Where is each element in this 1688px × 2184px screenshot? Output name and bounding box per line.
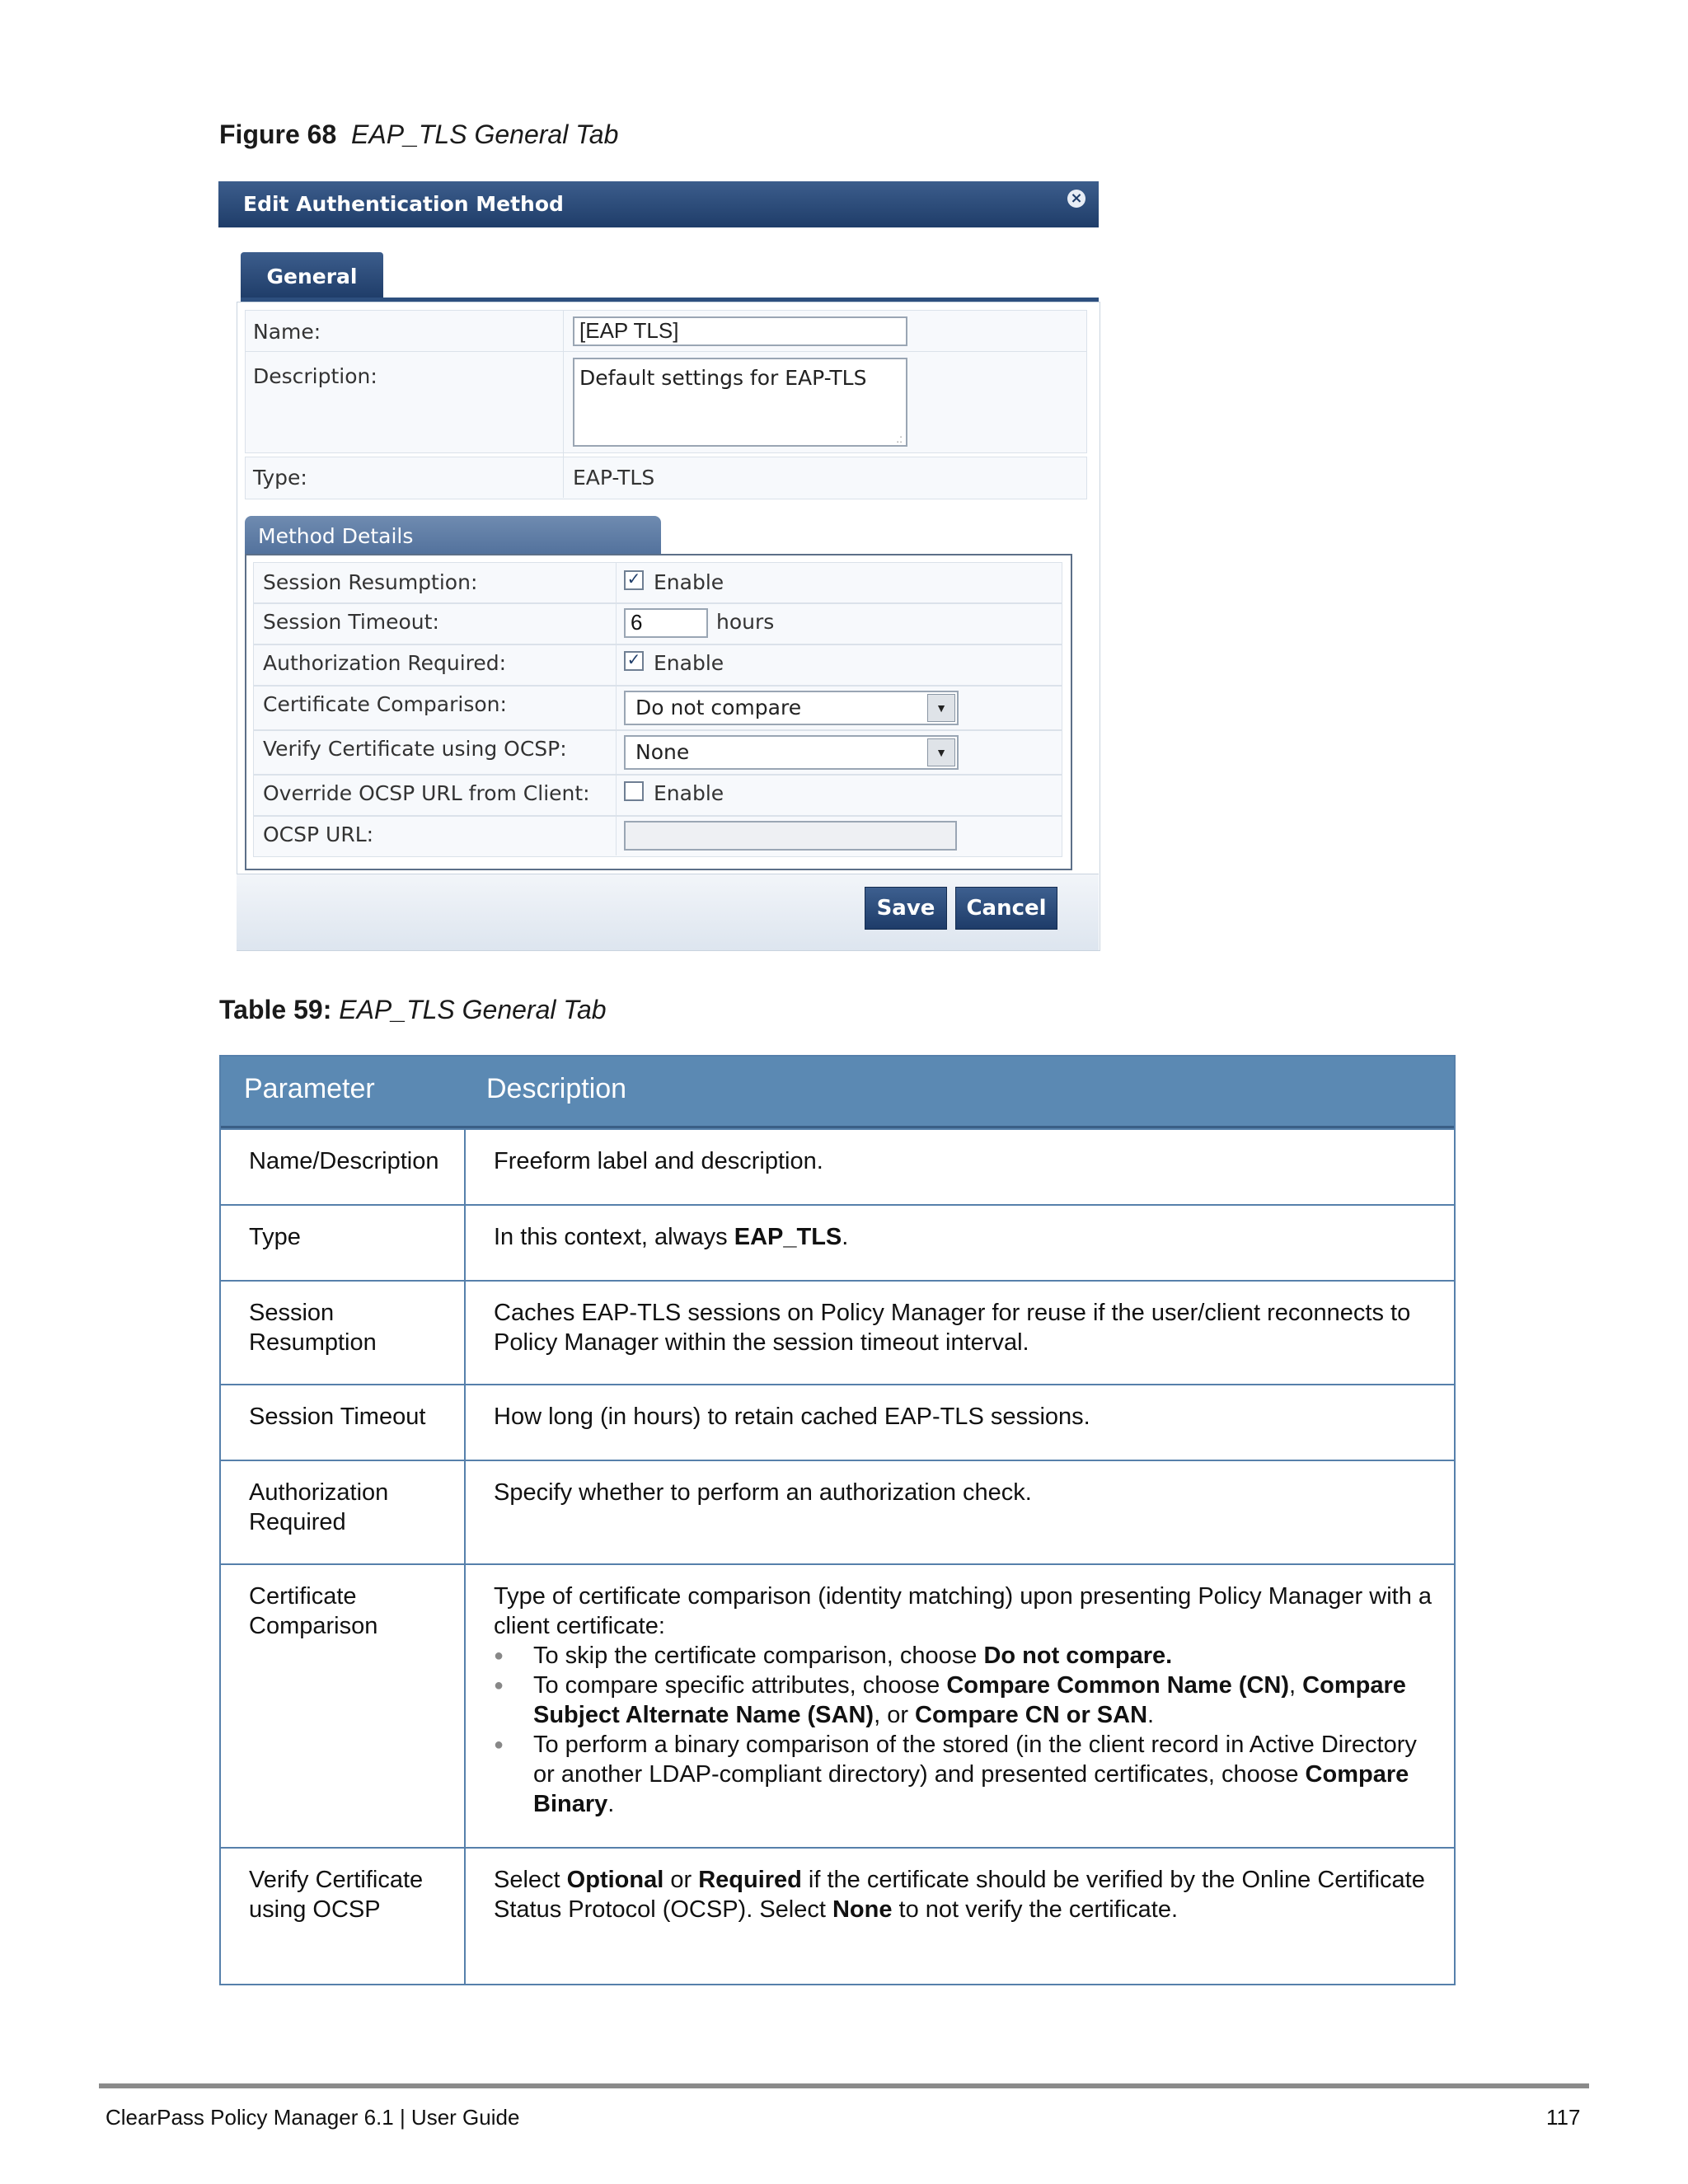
desc-cell [466, 1849, 1454, 1941]
type-label: Type: [253, 466, 307, 490]
desc-bold: EAP_TLS [734, 1224, 842, 1250]
table-row [221, 1460, 1454, 1563]
dialog-title: Edit Authentication Method [243, 192, 564, 216]
desc-bold: Compare CN or SAN [915, 1702, 1148, 1728]
desc-text: Freeform label and description. [494, 1148, 823, 1174]
desc-cell [466, 1282, 1454, 1374]
authorization-required-option: Enable [654, 651, 724, 675]
tab-general[interactable]: General [241, 252, 383, 298]
session-timeout-input[interactable] [624, 608, 708, 638]
description-label: Description: [253, 364, 377, 388]
desc-text: How long (in hours) to retain cached EAP-TLS sessions. [494, 1404, 1090, 1430]
override-ocsp-label: Override OCSP URL from Client: [263, 781, 590, 805]
desc-text: to not verify the certificate. [892, 1896, 1179, 1923]
session-timeout-value: 6 [631, 610, 643, 635]
chevron-down-icon[interactable]: ▼ [927, 738, 955, 766]
desc-text: . [607, 1791, 615, 1817]
param-cell: Authorization Required [249, 1479, 389, 1535]
desc-text: To skip the certificate comparison, choose [533, 1643, 984, 1669]
row-divider [563, 310, 564, 498]
authorization-required-label: Authorization Required: [263, 651, 507, 675]
detail-divider [616, 562, 617, 855]
desc-text: if the certificate should be verified by the Online Certificate Status Protocol (OCSP). Select [494, 1867, 1425, 1923]
table-row [221, 1847, 1454, 1984]
type-value: EAP-TLS [573, 466, 655, 490]
method-details-header [245, 516, 661, 555]
desc-text: , or [874, 1702, 916, 1728]
close-icon[interactable]: × [1067, 190, 1085, 208]
certificate-comparison-label: Certificate Comparison: [263, 692, 507, 716]
desc-cell [466, 1130, 1454, 1193]
chevron-down-icon[interactable]: ▼ [927, 694, 955, 722]
desc-text: Type of certificate comparison (identity matching) upon presenting Policy Manager with a client certificate: [494, 1583, 1432, 1639]
edit-authentication-dialog [218, 181, 1099, 949]
session-resumption-option: Enable [654, 570, 724, 594]
footer-rule [99, 2083, 1589, 2088]
desc-bold: Required [698, 1867, 802, 1893]
session-timeout-label: Session Timeout: [263, 610, 439, 634]
list-item [494, 1730, 1437, 1819]
desc-text: To perform a binary comparison of the stored (in the client record in Active Directory or another LDAP-compliant directory) and presented certificates, choose [533, 1732, 1417, 1788]
desc-text: Caches EAP-TLS sessions on Policy Manager for reuse if the user/client reconnects to Policy Manager within the session timeout interval. [494, 1300, 1411, 1356]
certificate-comparison-select[interactable] [624, 691, 959, 725]
header-parameter: Parameter [244, 1073, 375, 1104]
name-field[interactable] [573, 316, 907, 346]
bullet-list [494, 1641, 1437, 1819]
certificate-comparison-value: Do not compare [635, 696, 802, 719]
method-details-title: Method Details [258, 524, 414, 548]
desc-bold: Compare Subject Alternate Name (SAN) [533, 1672, 1406, 1728]
param-cell: Session Resumption [249, 1300, 377, 1356]
table-caption [219, 995, 607, 1025]
name-label: Name: [253, 320, 321, 344]
desc-text: In this context, always [494, 1224, 734, 1250]
desc-cell [466, 1461, 1454, 1524]
table-title: EAP_TLS General Tab [339, 995, 607, 1024]
desc-bold: Do not compare. [983, 1643, 1173, 1669]
list-item [494, 1671, 1437, 1730]
desc-text: Select [494, 1867, 567, 1893]
desc-text: or [663, 1867, 699, 1893]
desc-cell [466, 1385, 1454, 1448]
desc-text: , [1289, 1672, 1303, 1699]
description-field-value: Default settings for EAP-TLS [579, 366, 867, 390]
param-cell: Type [249, 1224, 301, 1250]
param-cell: Session Timeout [249, 1404, 426, 1430]
desc-bold: Compare Common Name (CN) [946, 1672, 1290, 1699]
session-resumption-label: Session Resumption: [263, 570, 478, 594]
desc-text: To compare specific attributes, choose [533, 1672, 947, 1699]
authorization-required-checkbox[interactable]: ✓ [624, 651, 644, 671]
override-ocsp-option: Enable [654, 781, 724, 805]
dialog-titlebar [218, 181, 1099, 227]
ocsp-url-input[interactable] [624, 821, 957, 851]
desc-cell [466, 1565, 1454, 1835]
desc-cell [466, 1206, 1454, 1268]
description-field[interactable] [573, 358, 907, 447]
desc-text: Specify whether to perform an authorization check. [494, 1479, 1032, 1506]
desc-bold: Optional [566, 1867, 664, 1893]
session-timeout-unit: hours [716, 610, 775, 634]
type-row [245, 457, 1087, 499]
override-ocsp-checkbox[interactable] [624, 781, 644, 801]
param-cell: Certificate Comparison [249, 1583, 378, 1639]
desc-text: . [842, 1224, 849, 1250]
header-description: Description [486, 1073, 627, 1104]
table-label: Table 59: [219, 995, 332, 1024]
session-resumption-checkbox[interactable]: ✓ [624, 570, 644, 590]
page-number: 117 [1546, 2105, 1581, 2130]
figure-title: EAP_TLS General Tab [351, 120, 619, 149]
list-item [494, 1641, 1437, 1671]
table-row [221, 1384, 1454, 1460]
desc-text: . [1147, 1702, 1155, 1728]
verify-ocsp-value: None [635, 740, 690, 764]
figure-caption [219, 120, 618, 150]
verify-ocsp-label: Verify Certificate using OCSP: [263, 737, 567, 761]
param-cell: Name/Description [249, 1148, 439, 1174]
table-row [221, 1128, 1454, 1204]
table-row [221, 1204, 1454, 1280]
footer-title: ClearPass Policy Manager 6.1 | User Guide [106, 2105, 520, 2130]
param-cell: Verify Certificate using OCSP [249, 1867, 424, 1923]
desc-bold: None [832, 1896, 893, 1923]
name-field-value: [EAP TLS] [579, 318, 679, 343]
desc-bold: Compare Binary [533, 1761, 1409, 1817]
figure-label: Figure 68 [219, 120, 337, 149]
resize-grip-icon[interactable]: .: [896, 432, 903, 445]
table-row [221, 1563, 1454, 1847]
cancel-button[interactable]: Cancel [955, 887, 1057, 930]
parameter-table [219, 1055, 1456, 1985]
table-row [221, 1280, 1454, 1384]
save-button[interactable]: Save [865, 887, 947, 930]
ocsp-url-label: OCSP URL: [263, 823, 374, 846]
verify-ocsp-select[interactable] [624, 735, 959, 770]
table-header [221, 1057, 1454, 1128]
